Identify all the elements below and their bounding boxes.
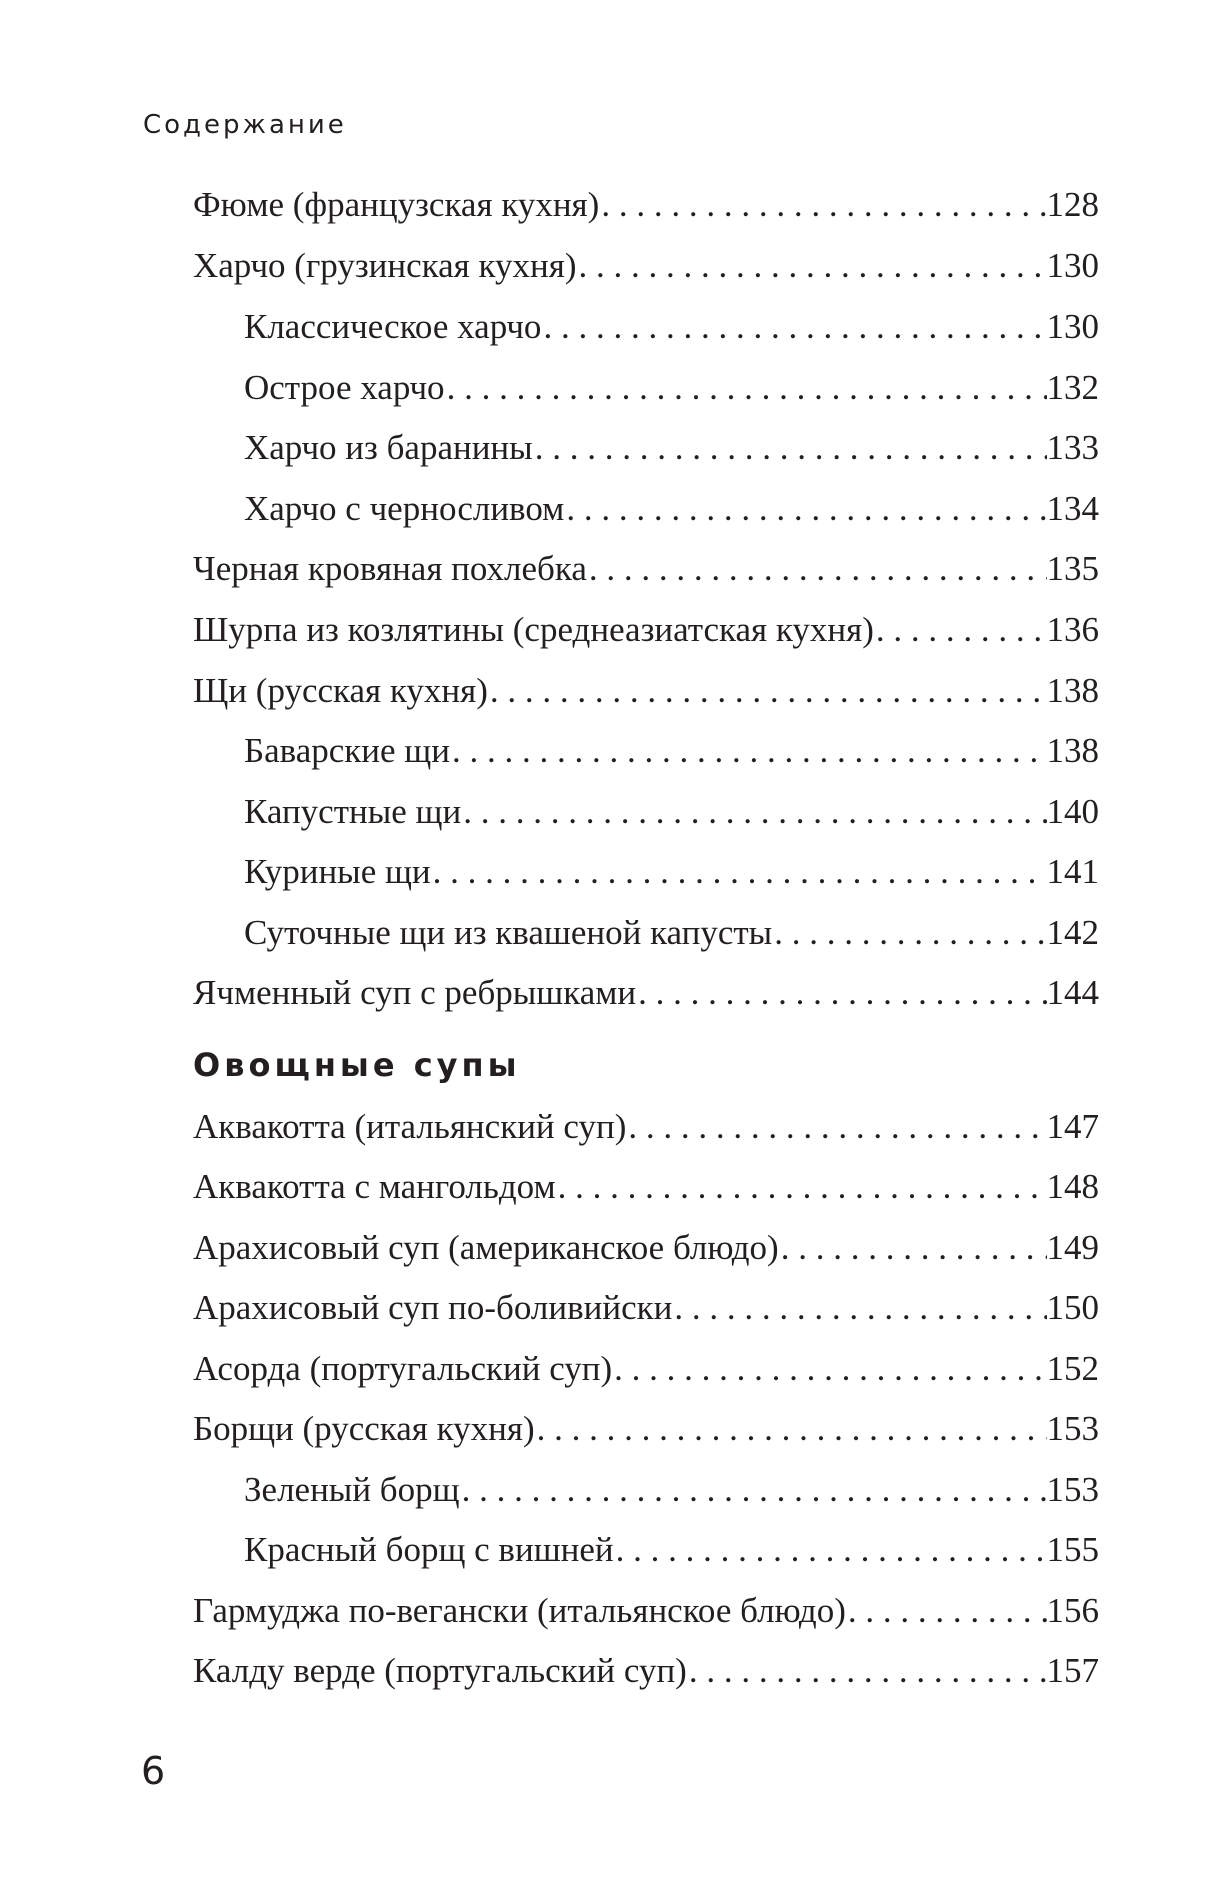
toc-entry-page: 130 <box>1046 246 1099 285</box>
dot-leader <box>556 1165 1047 1209</box>
dot-leader <box>450 729 1047 773</box>
toc-entry-title: Куриные щи <box>244 852 431 891</box>
toc-entry-title: Фюме (французская кухня) <box>193 185 600 224</box>
toc-entry-title: Аквакотта (итальянский суп) <box>193 1107 627 1146</box>
dot-leader <box>533 426 1047 470</box>
toc-entry[interactable] <box>193 1165 1099 1209</box>
toc-entry[interactable] <box>193 608 1099 652</box>
toc-entry-title: Суточные щи из квашеной капусты <box>244 913 773 952</box>
toc-entry-page: 136 <box>1046 610 1099 649</box>
toc-entry-page: 156 <box>1046 1591 1099 1630</box>
toc-subentry[interactable] <box>244 850 1099 894</box>
dot-leader <box>431 850 1047 894</box>
toc-entry-page: 155 <box>1046 1530 1099 1569</box>
toc-entry-page: 148 <box>1046 1167 1099 1206</box>
toc-entry-page: 130 <box>1046 307 1099 346</box>
toc-entry-page: 157 <box>1046 1651 1099 1690</box>
toc-entry-title: Щи (русская кухня) <box>193 671 488 710</box>
dot-leader <box>614 1528 1047 1572</box>
dot-leader <box>461 790 1046 834</box>
toc-entry-title: Гармуджа по-вегански (итальянское блюдо) <box>193 1591 846 1630</box>
toc-entry[interactable] <box>193 1286 1099 1330</box>
toc-entry-page: 128 <box>1046 185 1099 224</box>
dot-leader <box>445 366 1047 410</box>
dot-leader <box>874 608 1047 652</box>
dot-leader <box>846 1589 1047 1633</box>
toc-entry[interactable] <box>193 1226 1099 1270</box>
dot-leader <box>612 1347 1046 1391</box>
dot-leader <box>779 1226 1047 1270</box>
toc-entry-page: 152 <box>1046 1349 1099 1388</box>
toc-subentry[interactable] <box>244 1528 1099 1572</box>
toc-entry[interactable] <box>193 547 1099 591</box>
toc-entry[interactable] <box>193 1407 1099 1451</box>
toc-subentry[interactable] <box>244 426 1099 470</box>
toc-entry-title: Борщи (русская кухня) <box>193 1409 535 1448</box>
toc-entry-page: 141 <box>1046 852 1099 891</box>
toc-entry-title: Шурпа из козлятины (среднеазиатская кухня) <box>193 610 874 649</box>
toc-entry-page: 138 <box>1046 671 1099 710</box>
toc-entry-title: Харчо из баранины <box>244 428 533 467</box>
toc-entry[interactable] <box>193 1649 1099 1693</box>
toc-entry[interactable] <box>193 669 1099 713</box>
dot-leader <box>599 183 1046 227</box>
toc-subentry[interactable] <box>244 729 1099 773</box>
dot-leader <box>564 487 1046 531</box>
toc-entry[interactable] <box>193 183 1099 227</box>
toc-entry-title: Баварские щи <box>244 731 450 770</box>
toc-entry-page: 144 <box>1046 973 1099 1012</box>
toc-entry-page: 153 <box>1046 1409 1099 1448</box>
toc-entry-title: Калду верде (португальский суп) <box>193 1651 687 1690</box>
toc-subentry[interactable] <box>244 911 1099 955</box>
toc-entry-title: Аквакотта с мангольдом <box>193 1167 556 1206</box>
toc-entry[interactable] <box>193 1589 1099 1633</box>
toc-entry-page: 132 <box>1046 368 1099 407</box>
toc-entry-page: 138 <box>1046 731 1099 770</box>
toc-entry-title: Арахисовый суп по-боливийски <box>193 1288 673 1327</box>
dot-leader <box>488 669 1047 713</box>
page-number: 6 <box>141 1749 166 1793</box>
toc-entry-title: Зеленый борщ <box>244 1470 460 1509</box>
dot-leader <box>577 244 1047 288</box>
toc-entry-title: Красный борщ с вишней <box>244 1530 614 1569</box>
dot-leader <box>687 1649 1047 1693</box>
toc-entry-title: Капустные щи <box>244 792 462 831</box>
toc-subentry[interactable] <box>244 366 1099 410</box>
toc-entry[interactable] <box>193 1105 1099 1149</box>
dot-leader <box>460 1468 1047 1512</box>
running-header: Содержание <box>143 110 347 140</box>
toc-entry-title: Асорда (португальский суп) <box>193 1349 613 1388</box>
section-heading: Овощные супы <box>193 1046 521 1084</box>
dot-leader <box>636 971 1046 1015</box>
toc-entry[interactable] <box>193 244 1099 288</box>
toc-entry-page: 140 <box>1046 792 1099 831</box>
toc-subentry[interactable] <box>244 487 1099 531</box>
dot-leader <box>535 1407 1047 1451</box>
toc-entry-page: 153 <box>1046 1470 1099 1509</box>
toc-entry-title: Харчо с черносливом <box>244 489 565 528</box>
toc-subentry[interactable] <box>244 305 1099 349</box>
toc-subentry[interactable] <box>244 1468 1099 1512</box>
toc-entry-title: Арахисовый суп (американское блюдо) <box>193 1228 779 1267</box>
dot-leader <box>772 911 1046 955</box>
toc-entry-page: 150 <box>1046 1288 1099 1327</box>
dot-leader <box>672 1286 1046 1330</box>
toc-entry[interactable] <box>193 1347 1099 1391</box>
dot-leader <box>626 1105 1046 1149</box>
dot-leader <box>541 305 1046 349</box>
toc-entry-title: Острое харчо <box>244 368 445 407</box>
toc-entry-title: Харчо (грузинская кухня) <box>193 246 577 285</box>
dot-leader <box>587 547 1047 591</box>
toc-entry-title: Ячменный суп с ребрышками <box>193 973 637 1012</box>
toc-subentry[interactable] <box>244 790 1099 834</box>
toc-entry[interactable] <box>193 971 1099 1015</box>
toc-entry-page: 149 <box>1046 1228 1099 1267</box>
toc-entry-title: Черная кровяная похлебка <box>193 549 587 588</box>
toc-entry-page: 142 <box>1046 913 1099 952</box>
toc-entry-title: Классическое харчо <box>244 307 542 346</box>
toc-entry-page: 133 <box>1046 428 1099 467</box>
toc-entry-page: 147 <box>1046 1107 1099 1146</box>
toc-entry-page: 134 <box>1046 489 1099 528</box>
toc-entry-page: 135 <box>1046 549 1099 588</box>
